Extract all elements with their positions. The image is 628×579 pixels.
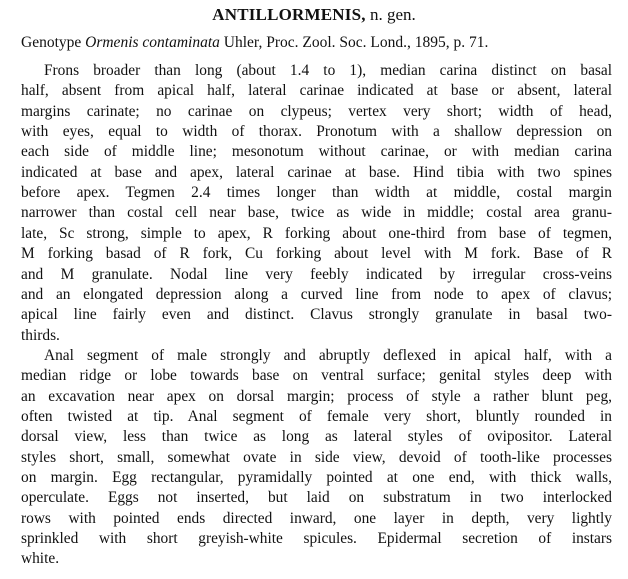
text-line: operculate. Eggs not inserted, but laid on substratum in two interlocked [21, 489, 612, 507]
text-line: with eyes, equal to width of thorax. Pronotum with a shallow depression on [21, 123, 612, 141]
genus-suffix: n. gen. [365, 5, 416, 24]
text-line: and M granulate. Nodal line very feebly indicated by irregular cross-veins [21, 265, 612, 283]
genus-heading [0, 4, 628, 26]
genotype-label: Genotype [21, 34, 86, 51]
text-line: on margin. Egg rectangular, pyramidally pointed at one end, with thick walls, [21, 469, 612, 486]
text-line: half, absent from apical half, lateral carinae indicated at base or absent, lateral [21, 82, 612, 100]
genus-name: ANTILLORMENIS, [212, 5, 366, 24]
text-line: thirds. [21, 326, 60, 344]
text-line: before apex. Tegmen 2.4 times longer than width at middle, costal margin [21, 184, 612, 202]
text-line: Frons broader than long (about 1.4 to 1), median carina distinct on basal [44, 62, 612, 79]
text-line: apical line fairly even and distinct. Clavus strongly granulate in basal two- [21, 306, 612, 324]
text-line: Anal segment of male strongly and abruptly deflexed in apical half, with a [44, 346, 612, 364]
text-line: often twisted at tip. Anal segment of female very short, bluntly rounded in [21, 407, 612, 425]
text-line: and an elongated depression along a curved line from node to apex of clavus; [21, 285, 612, 303]
text-line: late, Sc strong, simple to apex, R forking about one-third from base of tegmen, [21, 224, 612, 242]
genotype-line [21, 33, 488, 53]
text-line: white. [21, 550, 60, 568]
text-line: narrower than costal cell near base, twice as wide in middle; costal area granu- [21, 204, 612, 222]
text-line: margins carinate; no carinae on clypeus; vertex very short; width of head, [21, 102, 612, 120]
genotype-species: Ormenis contaminata [85, 34, 220, 51]
text-line: median ridge or lobe towards base on ventral surface; genital styles deep with [21, 367, 612, 385]
text-line: styles short, small, somewhat ovate in side view, devoid of tooth-like processes [21, 448, 612, 466]
text-line: each side of middle line; mesonotum without carinae, or with median carina [21, 143, 612, 161]
text-line: sprinkled with short greyish-white spicules. Epidermal secretion of instars [21, 530, 612, 548]
text-line: M forking basad of R fork, Cu forking about level with M fork. Base of R [21, 245, 612, 263]
text-line: dorsal view, less than twice as long as lateral styles of ovipositor. Lateral [21, 428, 612, 446]
genotype-citation: Uhler, Proc. Zool. Soc. Lond., 1895, p. 71. [219, 34, 489, 51]
text-line: rows with pointed ends directed inward, one layer in depth, very lightly [21, 509, 612, 527]
text-line: indicated at base and apex, lateral carinae at base. Hind tibia with two spines [21, 163, 612, 181]
text-line: an excavation near apex on dorsal margin; process of style a rather blunt peg, [21, 387, 612, 405]
